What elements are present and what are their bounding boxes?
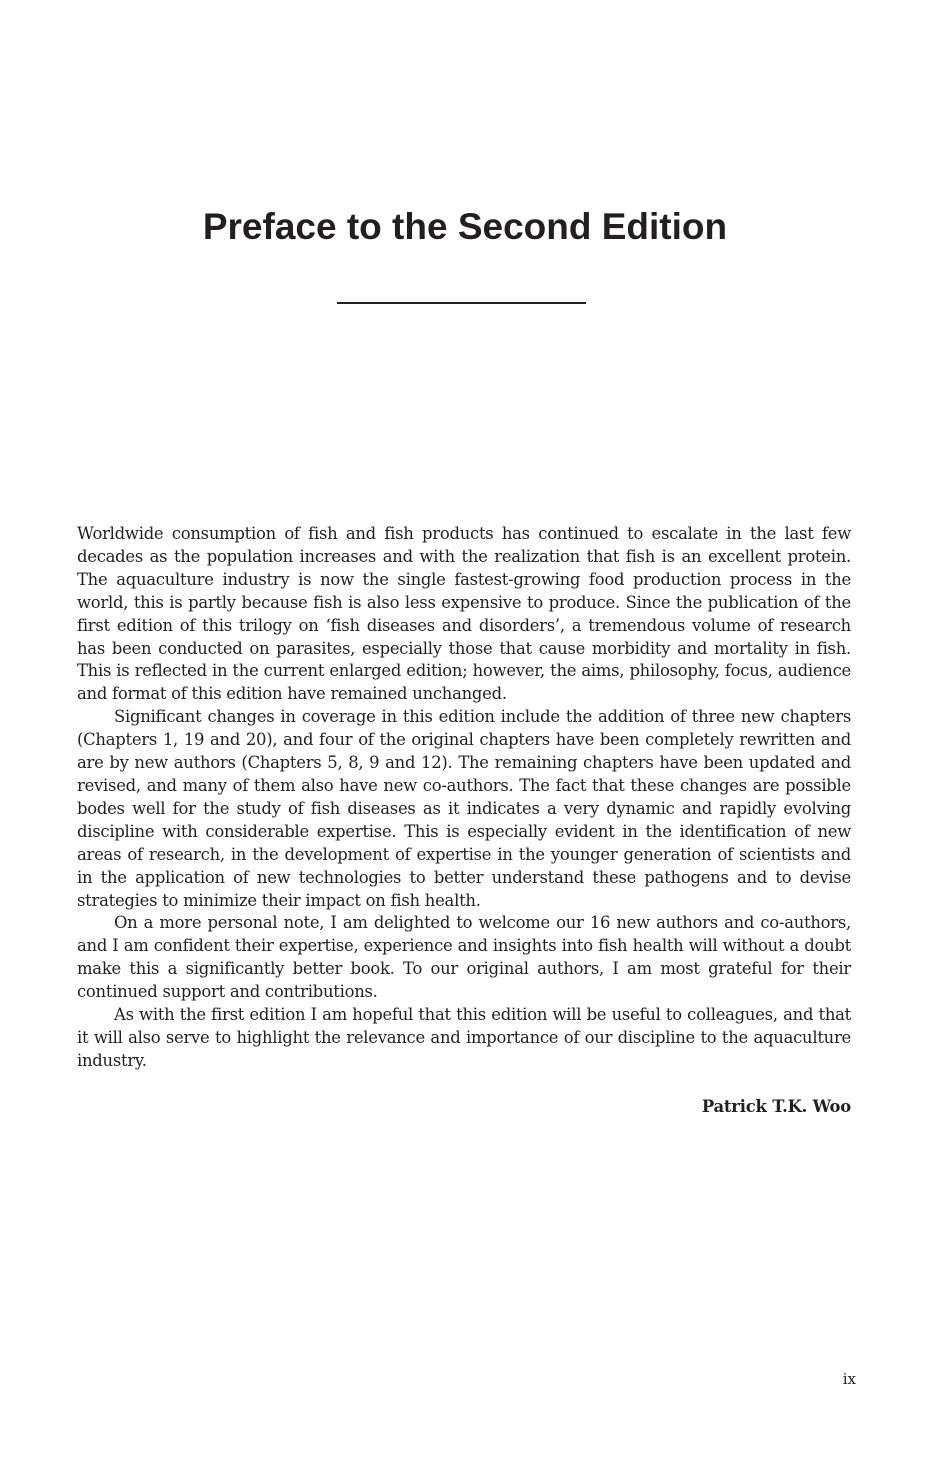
paragraph-1: Worldwide consumption of fish and fish products has continued to escalate in the last few decades as the population increases and with the realization that fish is an excellent protein. The aquaculture industry is now the single fastest-growing food production process in the world, this is partly because fish is also less expensive to produce. Since the publication of the first edition of this trilogy on ‘fish diseases and disorders’, a tremendous volume of research has been conducted on parasites, especially those that cause morbidity and mortality in fish. This is reflected in the current enlarged edition; however, the aims, philosophy, focus, audience and format of this edition have remained unchanged. [77,524,851,704]
author-signature: Patrick T.K. Woo [701,1097,851,1116]
paragraph-4: As with the first edition I am hopeful that this edition will be useful to colleagues, and that it will also serve to highlight the relevance and importance of our discipline to the aquaculture industry. [77,1005,851,1070]
page-title: Preface to the Second Edition [202,206,728,247]
title-divider [337,302,586,304]
paragraph-3: On a more personal note, I am delighted to welcome our 16 new authors and co-authors, and I am confident their expertise, experience and insights into fish health will without a doubt make this a significantly better book. To our original authors, I am most grateful for their continued support and contributions. [77,913,851,1002]
page-number: ix [842,1370,856,1388]
preface-body [77,523,851,1073]
paragraph-2: Significant changes in coverage in this edition include the addition of three new chapters (Chapters 1, 19 and 20), and four of the original chapters have been completely rewritten and are by new authors (Chapters 5, 8, 9 and 12). The remaining chapters have been updated and revised, and many of them also have new co-authors. The fact that these changes are possible bodes well for the study of fish diseases as it indicates a very dynamic and rapidly evolving discipline with considerable expertise. This is especially evident in the identification of new areas of research, in the development of expertise in the younger generation of scientists and in the application of new technologies to better understand these pathogens and to devise strategies to minimize their impact on fish health. [77,707,851,910]
